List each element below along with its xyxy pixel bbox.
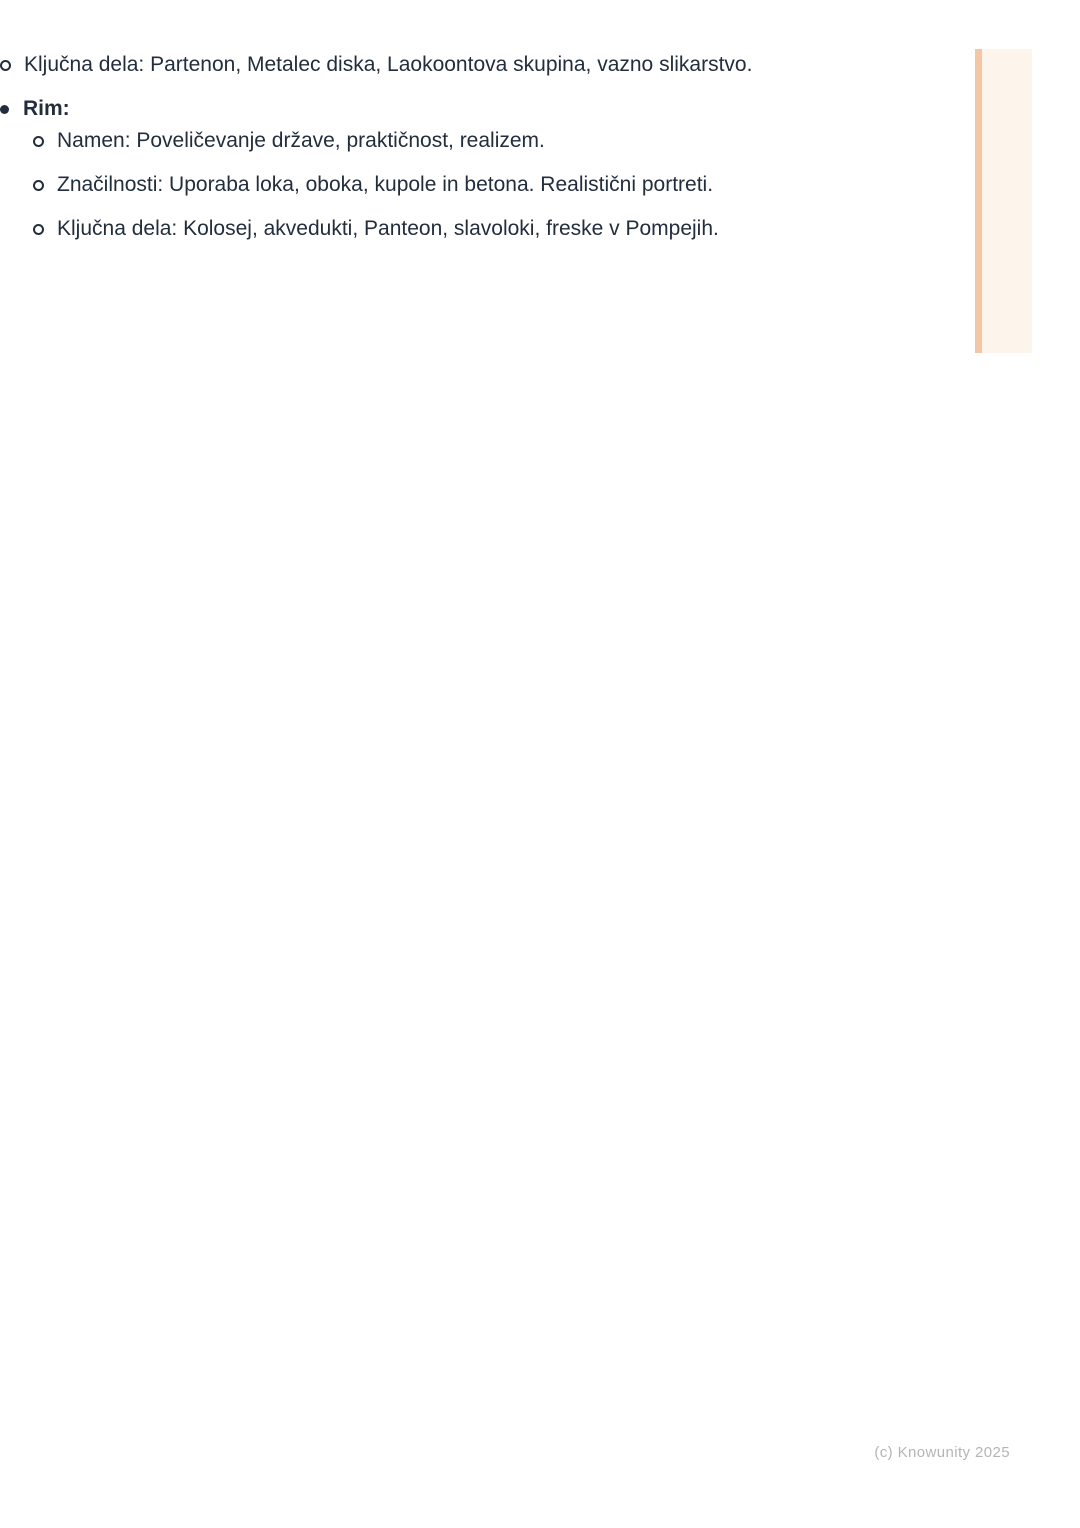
main-list [0, 93, 1080, 245]
sublist-rim [33, 125, 1080, 245]
list-item-text: Značilnosti: Uporaba loka, oboka, kupole in betona. Realistični portreti. [57, 173, 714, 196]
list-item [0, 49, 1080, 81]
circle-bullet-icon [33, 180, 44, 191]
list-item-label: Rim: [23, 97, 70, 120]
circle-bullet-icon [33, 136, 44, 147]
disc-bullet-icon [0, 105, 9, 114]
circle-bullet-icon [0, 60, 11, 71]
copyright-notice: (c) Knowunity 2025 [874, 1444, 1010, 1461]
circle-bullet-icon [33, 224, 44, 235]
list-item-rim [0, 93, 1080, 245]
sublist-continued [0, 49, 1080, 81]
list-item [33, 213, 1080, 245]
list-item [33, 125, 1080, 157]
document-content [0, 0, 1080, 257]
list-item-text: Namen: Poveličevanje države, praktičnost, realizem. [57, 129, 545, 152]
list-item [33, 169, 1080, 201]
list-item-text: Ključna dela: Kolosej, akvedukti, Panteon, slavoloki, freske v Pompejih. [57, 217, 719, 240]
list-item-text: Ključna dela: Partenon, Metalec diska, Laokoontova skupina, vazno slikarstvo. [24, 53, 753, 76]
